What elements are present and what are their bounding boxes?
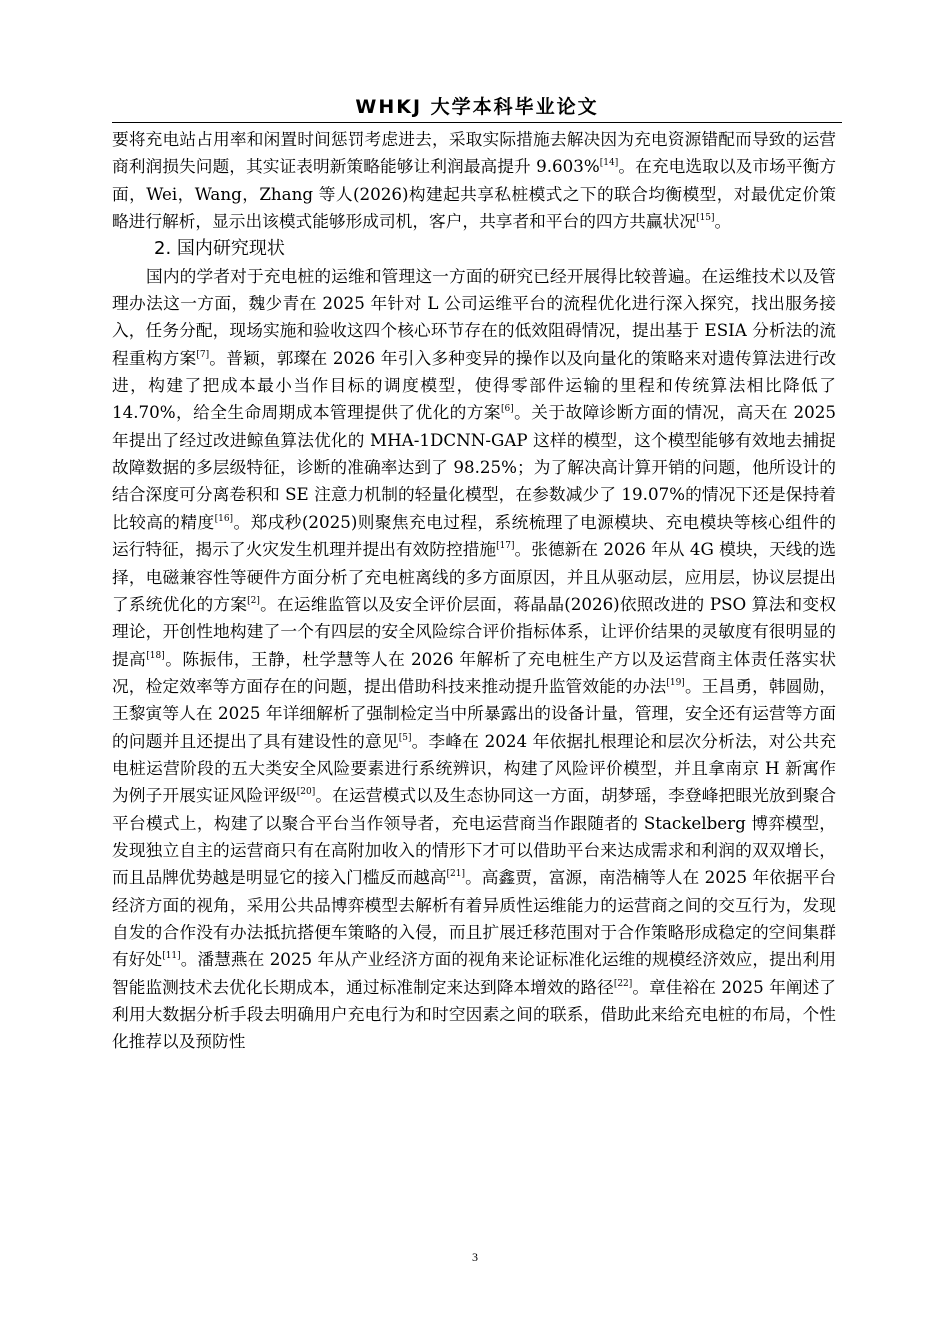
citation-ref: [14] bbox=[599, 158, 619, 169]
text-run: 。张德新在 2026 年从 4G 模块，天线的选择，电磁兼容性等硬件方面分析了充电桩离线的多方面原因，并且从驱动层，应用层，协议层提出了系统优化的方案 bbox=[112, 539, 836, 614]
text-run: 。在运维监管以及安全评价层面，蒋晶晶(2026)依照改进的 PSO 算法和变权理论，开创性地构建了一个有四层的安全风险综合评价指标体系，让评价结果的灵敏度有很明显的提高 bbox=[112, 593, 837, 669]
text-run: 。李峰在 2024 年依据扎根理论和层次分析法，对公共充电桩运营阶段的五大类安全风险要素进行系统辨识，构建了风险评价模型，并且拿南京 H 新寓作为例子开展实证风险评级 bbox=[112, 730, 837, 806]
citation-ref: [19] bbox=[666, 677, 685, 688]
text-run: 要将充电站占用率和闲置时间惩罚考虑进去，采取实际措施去解决因为充电资源错配而导致的运营商利润损失问题，其实证表明新策略能够让利润最高提升 9.603% bbox=[112, 129, 836, 177]
text-run: 。关于故障诊断方面的情况，高天在 2025 年提出了经过改进鲸鱼算法优化的 MHA-1DCNN-GAP 这样的模型，这个模型能够有效地去捕捉故障数据的多层级特征，诊断的准确率达到了 98.25%；为了解决高计算开销的问题，他所设计的结合深度可分离卷积和 SE 注意力机制的轻量化模型，在参数减少了 19.07%的情况下还是保持着比较高的精度 bbox=[112, 402, 836, 532]
citation-ref: [16] bbox=[214, 513, 234, 524]
text-run: 。在运营模式以及生态协同这一方面，胡梦瑶，李登峰把眼光放到聚合平台模式上，构建了以聚合平台当作领导者，充电运营商当作跟随者的 Stackelberg 博弈模型，发现独立自主的运营商只有在高附加收入的情形下才可以借助平台来达成需求和利润的双双增长，而且品牌优势越是明显它的接入门槛反而越高 bbox=[112, 785, 837, 888]
citation-ref: [17] bbox=[496, 541, 515, 552]
page-number: 3 bbox=[472, 1250, 478, 1264]
text-run: 。王昌勇，韩圆勋，王黎寅等人在 2025 年详细解析了强制检定当中所暴露出的设备计量，管理，安全还有运营等方面的问题并且还提出了具有建设性的意见 bbox=[112, 675, 837, 751]
citation-ref: [21] bbox=[446, 869, 466, 880]
text-run: 。普颖，郭璨在 2026 年引入多种变异的操作以及向量化的策略来对遗传算法进行改进，构建了把成本最小当作目标的调度模型，使得零部件运输的里程和传统算法相比降低了 14.70%，给全生命周期成本管理提供了优化的方案 bbox=[112, 347, 837, 423]
citation-ref: [2] bbox=[247, 595, 260, 606]
text-run: 。陈振伟，王静，杜学慧等人在 2026 年解析了充电桩生产方以及运营商主体责任落实状况，检定效率等方面存在的问题，提出借助科技来推动提升监管效能的办法 bbox=[112, 648, 837, 696]
citation-ref: [20] bbox=[296, 787, 316, 798]
citation-ref: [5] bbox=[398, 732, 412, 743]
thesis-header-title: WHKJ 大学本科毕业论文 bbox=[355, 96, 599, 118]
body-paragraph bbox=[112, 263, 836, 1056]
citation-ref: [7] bbox=[196, 349, 210, 360]
text-run: 。在充电选取以及市场平衡方面，Wei，Wang，Zhang 等人(2026)构建起共享私桩模式之下的联合均衡模型，对最优定价策略进行解析，显示出该模式能够形成司机，客户，共享者和平台的四方共赢状况 bbox=[112, 156, 837, 232]
text-run: 。高鑫贾，富源，南浩楠等人在 2025 年依据平台经济方面的视角，采用公共品博弈模型去解析有着异质性运维能力的运营商之间的交互行为，发现自发的合作没有办法抵抗搭便车策略的入侵，而且扩展迁移范围对于合作策略形成稳定的空间集群有好处 bbox=[112, 867, 837, 970]
text-run: 。潘慧燕在 2025 年从产业经济方面的视角来论证标准化运维的规模经济效应，提出利用智能监测技术去优化长期成本，通过标准制定来达到降本增效的路径 bbox=[112, 949, 837, 997]
section-heading: 2. 国内研究现状 bbox=[154, 238, 285, 260]
text-run: 。章佳裕在 2025 年阐述了利用大数据分析手段去明确用户充电行为和时空因素之间的联系，借助此来给充电桩的布局，个性化推荐以及预防性 bbox=[112, 976, 836, 1052]
page-header bbox=[112, 92, 842, 123]
citation-ref: [22] bbox=[613, 978, 633, 989]
text-run: 。郑戌秒(2025)则聚焦充电过程，系统梳理了电源模块、充电模块等核心组件的运行特征，揭示了火灾发生机理并提出有效防控措施 bbox=[112, 511, 836, 560]
citation-ref: [15] bbox=[696, 213, 715, 224]
continuation-paragraph bbox=[112, 126, 836, 235]
citation-ref: [6] bbox=[501, 404, 514, 415]
text-run: 国内的学者对于充电桩的运维和管理这一方面的研究已经开展得比较普遍。在运维技术以及管理办法这一方面，魏少青在 2025 年针对 L 公司运维平台的流程优化进行深入探究，找出服务接入，任务分配，现场实施和验收这四个核心环节存在的低效阻碍情况，提出基于 ESIA 分析法的流程重构方案 bbox=[112, 265, 836, 368]
citation-ref: [18] bbox=[146, 650, 165, 661]
text-run: 。 bbox=[714, 211, 732, 232]
citation-ref: [11] bbox=[162, 951, 181, 962]
page-body bbox=[112, 126, 836, 1056]
